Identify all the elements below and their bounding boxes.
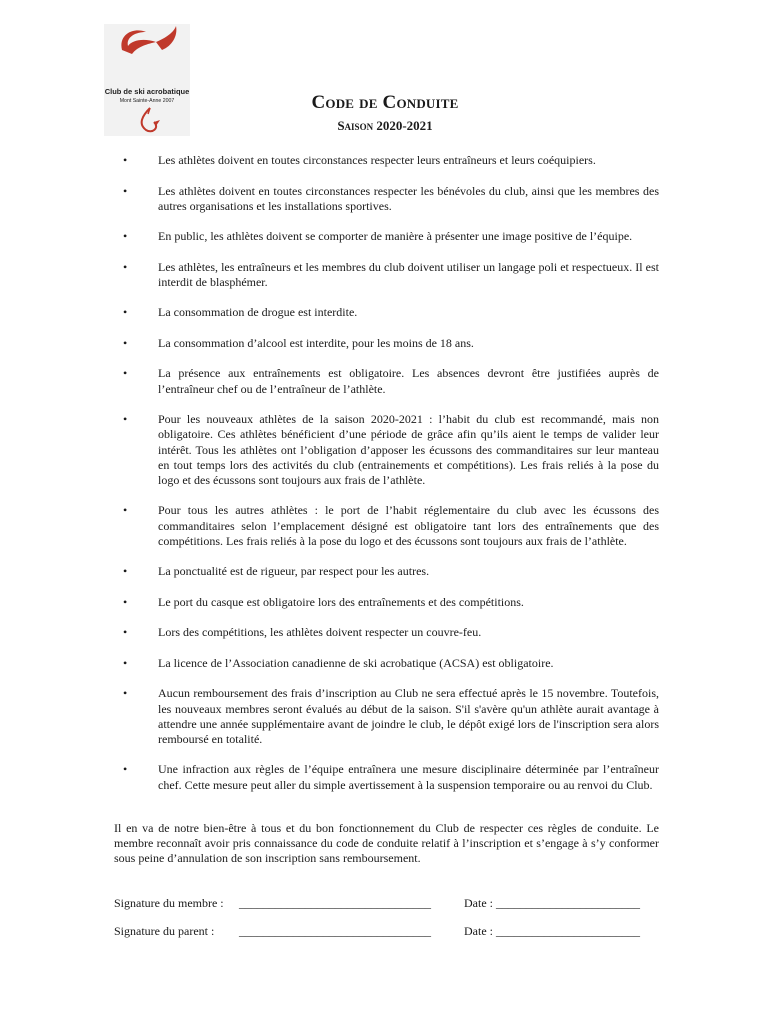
rule-text: La ponctualité est de rigueur, par respect pour les autres. (158, 564, 430, 579)
bullet-icon: • (123, 229, 128, 244)
list-item (114, 260, 659, 290)
list-item (114, 686, 659, 747)
list-item (114, 153, 659, 168)
parent-signature-row (114, 924, 674, 939)
member-signature-row (114, 896, 674, 911)
list-item (114, 656, 659, 671)
rule-text: La consommation de drogue est interdite. (158, 305, 358, 320)
list-item (114, 595, 659, 610)
list-item (114, 564, 659, 579)
list-item (114, 503, 659, 549)
rule-text: Les athlètes, les entraîneurs et les membres du club doivent utiliser un langage poli et respectueux. Il est interdit de blasphémer. (158, 259, 659, 289)
list-item (114, 625, 659, 640)
bullet-icon: • (123, 564, 128, 579)
rule-text: Aucun remboursement des frais d’inscription au Club ne sera effectué après le 15 novembre. Toutefois, les nouveaux membres seront évalués au début de la saison. S'il s'avère qu'un athlète aurait avantage à attendre une année supplémentaire avant de joindre le club, le dépôt exigé lors de l'inscription sera alors remboursé en totalité. (158, 686, 659, 746)
rule-text: Le port du casque est obligatoire lors des entraînements et des compétitions. (158, 594, 524, 609)
bullet-icon: • (123, 259, 128, 274)
bullet-icon: • (123, 594, 128, 609)
bullet-icon: • (123, 503, 128, 518)
rule-text: Pour tous les autres athlètes : le port de l’habit réglementaire du club avec les écussons des commanditaires selon l’emplacement désigné est obligatoire tant lors des entraînements que des compétitions. Les frais reliés à la pose du logo et des écussons sont toujours aux frais de l’athlète. (158, 503, 659, 548)
page-title: Code de Conduite (311, 92, 459, 113)
rule-text: Pour les nouveaux athlètes de la saison 2020-2021 : l’habit du club est recommandé, mais non obligatoire. Ces athlètes bénéficient d’une période de grâce afin qu’ils aient le temps de valider leur intérêt. Tous les athlètes ont l’obligation d’apposer les écussons des commanditaires sur leur manteau en tout temps lors des activités du club (entrainements et compétitions). Les frais reliés à la pose du logo et des écussons sont toujours aux frais de l’athlète. (158, 412, 659, 487)
member-date-label: Date : (464, 896, 493, 910)
list-item (114, 229, 659, 244)
rule-text: La consommation d’alcool est interdite, pour les moins de 18 ans. (158, 335, 474, 350)
rule-text: Les athlètes doivent en toutes circonstances respecter leurs entraîneurs et leurs coéquipiers. (158, 153, 596, 167)
bullet-icon: • (123, 335, 128, 350)
bullet-icon: • (123, 686, 128, 701)
rule-text: Une infraction aux règles de l’équipe entraînera une mesure disciplinaire déterminée par l’entraîneur chef. Cette mesure peut aller du simple avertissement à la suspension temporaire ou au renvoi du Club. (158, 762, 659, 792)
parent-signature-field[interactable]: ________________________________ (239, 924, 431, 938)
rule-text: La présence aux entraînements est obligatoire. Les absences devront être justifiées auprès de l’entraîneur chef ou de l’entraîneur de l’athlète. (158, 366, 659, 396)
bullet-icon: • (123, 762, 128, 777)
bullet-icon: • (123, 153, 128, 167)
bullet-icon: • (123, 655, 128, 670)
bullet-icon: • (123, 366, 128, 381)
closing-paragraph: Il en va de notre bien-être à tous et du bon fonctionnement du Club de respecter ces règles de conduite. Le membre reconnaît avoir pris connaissance du code de conduite relatif à l’inscription et s’engage à s’y conformer sous peine d’annulation de son inscription sans remboursement. (114, 821, 659, 866)
list-item (114, 366, 659, 396)
list-item (114, 412, 659, 488)
parent-signature-label: Signature du parent : (114, 924, 215, 938)
logo-club-name: Club de ski acrobatique (104, 87, 190, 96)
bullet-icon: • (123, 183, 128, 198)
member-signature-label: Signature du membre : (114, 896, 224, 910)
parent-date-field[interactable]: ________________________ (496, 924, 640, 938)
rule-text: Lors des compétitions, les athlètes doivent respecter un couvre-feu. (158, 625, 482, 640)
rules-list (114, 153, 659, 808)
logo-subtitle: Mont Sainte-Anne 2007 (119, 98, 175, 104)
season-subtitle: Saison 2020-2021 (337, 118, 433, 133)
list-item (114, 762, 659, 792)
list-item (114, 305, 659, 320)
rule-text: En public, les athlètes doivent se comporter de manière à présenter une image positive de l’équipe. (158, 229, 633, 244)
bullet-icon: • (123, 625, 128, 640)
bullet-icon: • (123, 305, 128, 320)
member-date-field[interactable]: ________________________ (496, 896, 640, 910)
list-item (114, 336, 659, 351)
parent-date-label: Date : (464, 924, 493, 938)
rule-text: La licence de l’Association canadienne de ski acrobatique (ACSA) est obligatoire. (158, 655, 554, 670)
member-signature-field[interactable]: ________________________________ (239, 896, 431, 910)
list-item (114, 184, 659, 214)
bullet-icon: • (123, 412, 128, 427)
rule-text: Les athlètes doivent en toutes circonstances respecter les bénévoles du club, ainsi que les membres des autres organisations et les installations sportives. (158, 183, 659, 213)
